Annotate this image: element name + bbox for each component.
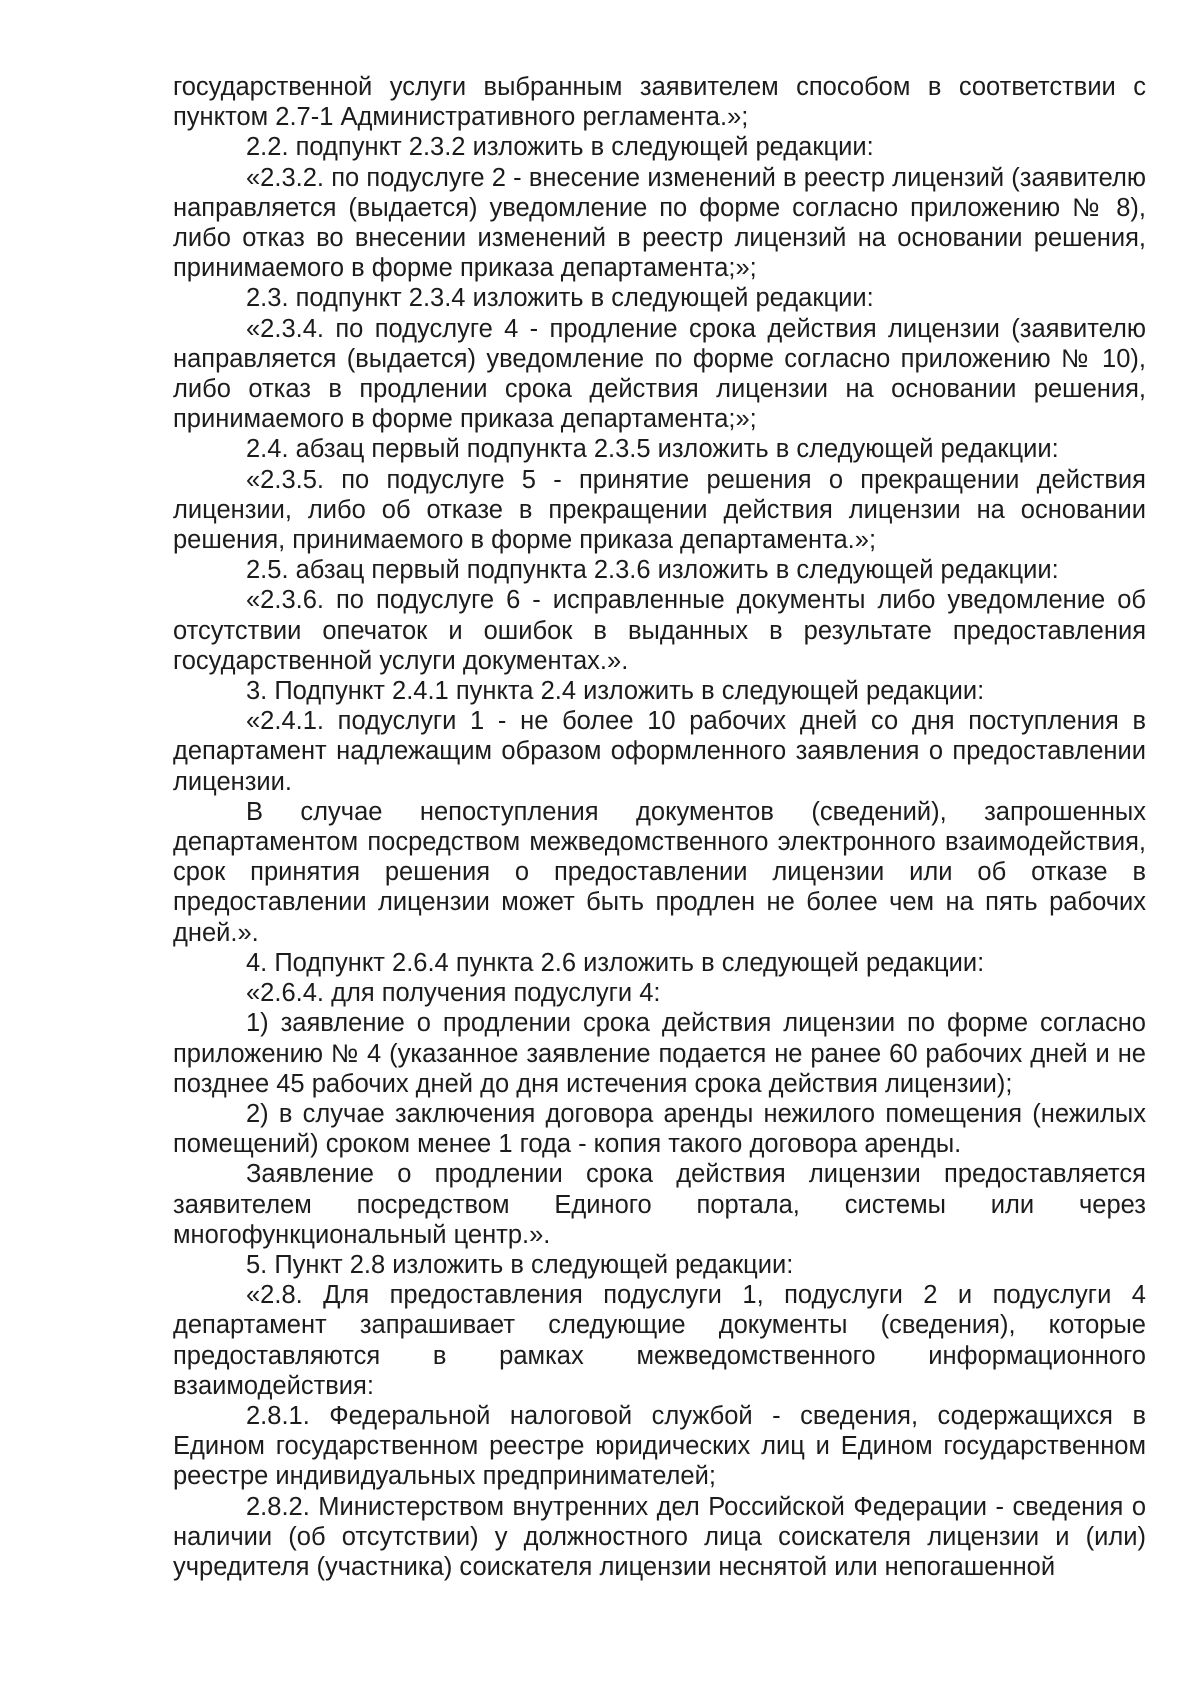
paragraph: 5. Пункт 2.8 изложить в следующей редакции: xyxy=(246,1250,794,1279)
paragraph: Заявление о продлении срока действия лицензии предоставляется заявителем посредством Единого портала, системы или через многофункциональный центр.». xyxy=(173,1160,1146,1249)
paragraph: 2.3. подпункт 2.3.4 изложить в следующей редакции: xyxy=(246,284,874,313)
paragraph: «2.6.4. для получения подуслуги 4: xyxy=(246,979,661,1008)
paragraph: «2.8. Для предоставления подуслуги 1, подуслуги 2 и подуслуги 4 департамент запрашивает следующие документы (сведения), которые предоставляются в рамках межведомственного информационного взаимодействия: xyxy=(173,1281,1146,1400)
paragraph: «2.3.4. по подуслуге 4 - продление срока действия лицензии (заявителю направляется (выдается) уведомление по форме согласно приложению № 10), либо отказ в продлении срока действия лицензии на основании решения, принимаемого в форме приказа департамента;»; xyxy=(173,314,1146,434)
paragraph: 2.8.2. Министерством внутренних дел Российской Федерации - сведения о наличии (об отсутствии) у должностного лица соискателя лицензии и (или) учредителя (участника) соискателя лицензии неснятой или непогашенной xyxy=(173,1492,1146,1581)
paragraph: 3. Подпункт 2.4.1 пункта 2.4 изложить в следующей редакции: xyxy=(246,677,985,706)
paragraph: «2.3.6. по подуслуге 6 - исправленные документы либо уведомление об отсутствии опечаток и ошибок в выданных в результате предоставления государственной услуги документах.». xyxy=(173,586,1146,675)
paragraph: 4. Подпункт 2.6.4 пункта 2.6 изложить в следующей редакции: xyxy=(246,948,985,977)
paragraph: «2.3.2. по подуслуге 2 - внесение изменений в реестр лицензий (заявителю направляется (выдается) уведомление по форме согласно приложению № 8), либо отказ во внесении изменений в реестр лицензий на основании решения, принимаемого в форме приказа департамента;»; xyxy=(173,163,1146,283)
paragraph: «2.3.5. по подуслуге 5 - принятие решения о прекращении действия лицензии, либо об отказе в прекращении действия лицензии на основании решения, принимаемого в форме приказа департамента.»; xyxy=(173,465,1146,555)
paragraph: 2.5. абзац первый подпункта 2.3.6 изложить в следующей редакции: xyxy=(246,556,1059,585)
paragraph: В случае непоступления документов (сведений), запрошенных департаментом посредством межведомственного электронного взаимодействия, срок принятия решения о предоставлении лицензии или об отказе в предоставлении лицензии может быть продлен не более чем на пять рабочих дней.». xyxy=(173,797,1146,947)
paragraph: «2.4.1. подуслуги 1 - не более 10 рабочих дней со дня поступления в департамент надлежащим образом оформленного заявления о предоставлении лицензии. xyxy=(173,707,1146,796)
paragraph: 2.4. абзац первый подпункта 2.3.5 изложить в следующей редакции: xyxy=(246,435,1059,464)
paragraph: 2.2. подпункт 2.3.2 изложить в следующей редакции: xyxy=(246,133,874,162)
paragraph: 2) в случае заключения договора аренды нежилого помещения (нежилых помещений) сроком менее 1 года - копия такого договора аренды. xyxy=(173,1099,1146,1159)
document-page xyxy=(173,72,1146,1582)
paragraph: 2.8.1. Федеральной налоговой службой - сведения, содержащихся в Едином государственном реестре юридических лиц и Едином государственном реестре индивидуальных предпринимателей; xyxy=(173,1401,1146,1491)
paragraph: 1) заявление о продлении срока действия лицензии по форме согласно приложению № 4 (указанное заявление подается не ранее 60 рабочих дней и не позднее 45 рабочих дней до дня истечения срока действия лицензии); xyxy=(173,1009,1146,1098)
paragraph: государственной услуги выбранным заявителем способом в соответствии с пунктом 2.7-1 Административного регламента.»; xyxy=(173,73,1146,132)
